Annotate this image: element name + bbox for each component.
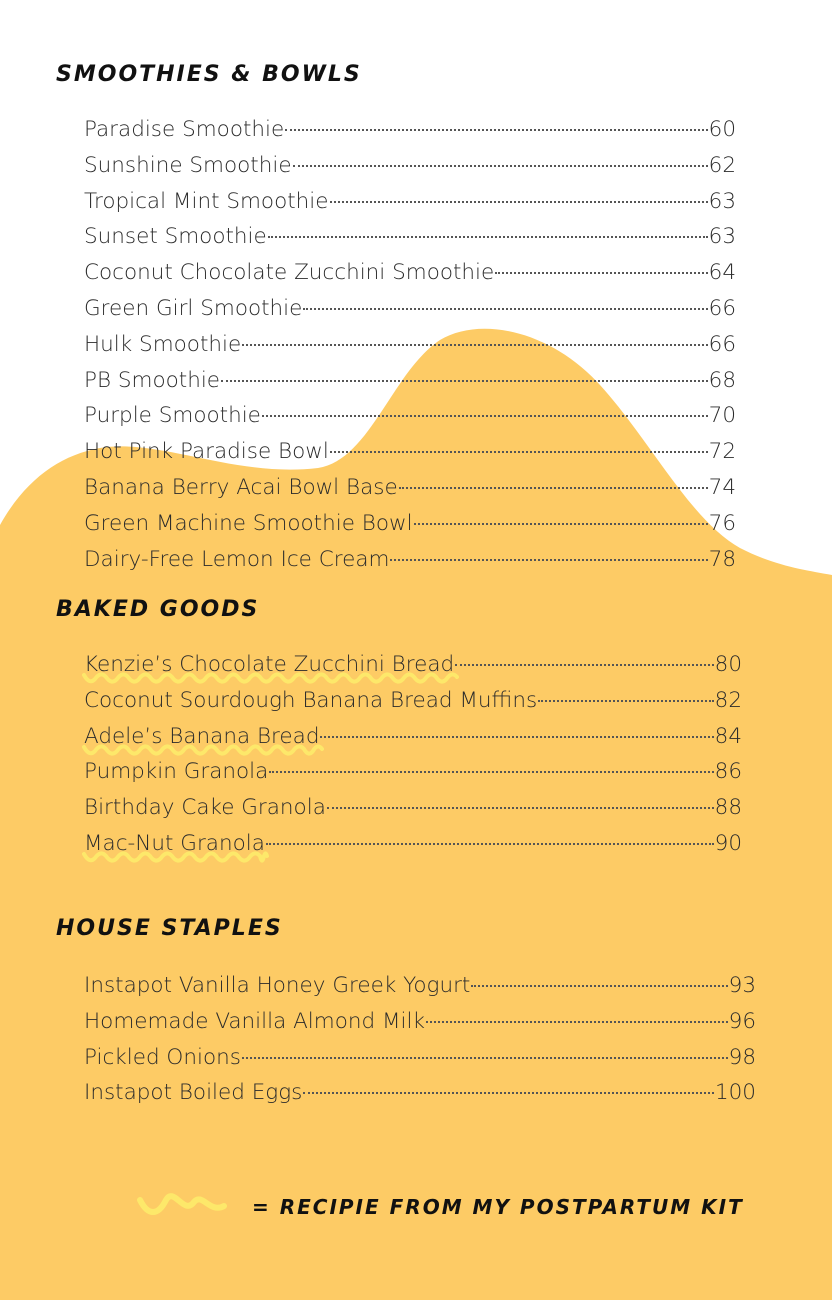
page-number: 80 [714,652,742,677]
entry-title: Dairy-Free Lemon Ice Cream [84,546,390,572]
toc-entry[interactable] [84,184,736,220]
entry-title: Birthday Cake Granola [84,795,326,821]
toc-entry[interactable] [84,647,742,683]
toc-entry[interactable] [84,112,736,148]
toc-entry[interactable] [84,1004,756,1040]
dot-leader [242,343,707,346]
toc-entry[interactable] [84,506,736,542]
page-number: 93 [728,973,756,998]
dot-leader [390,558,707,561]
entry-title: Sunshine Smoothie [84,152,292,178]
squiggle-icon [136,1192,228,1222]
page-number: 68 [708,367,736,393]
page-number: 86 [714,759,742,785]
entry-list [84,647,742,862]
entry-title: Hulk Smoothie [84,331,242,357]
toc-entry[interactable] [84,219,736,255]
page-number: 60 [708,117,736,142]
dot-leader [399,486,708,489]
dot-leader [293,164,708,167]
toc-entry[interactable] [84,968,756,1004]
dot-leader [269,770,713,773]
dot-leader [495,271,707,274]
entry-title: Hot Pink Paradise Bowl [84,439,329,465]
page-number: 84 [714,723,742,749]
toc-entry[interactable] [84,255,736,291]
toc-entry[interactable] [84,790,742,826]
entry-title: Green Girl Smoothie [84,295,303,321]
legend-text: = RECIPIE FROM MY POSTPARTUM KIT [252,1195,744,1219]
entry-title: Adele’s Banana Bread [84,723,320,749]
toc-entry[interactable] [84,398,736,434]
toc-entry[interactable] [84,470,736,506]
toc-entry[interactable] [84,363,736,399]
page-number: 96 [728,1008,756,1034]
entry-title: Coconut Sourdough Banana Bread Muffins [84,687,538,713]
dot-leader [303,307,707,310]
page-number: 63 [708,188,736,214]
dot-leader [414,522,708,525]
dot-leader [268,235,708,238]
toc-entry[interactable] [84,327,736,363]
dot-leader [426,1020,728,1023]
entry-title: Pumpkin Granola [84,759,269,785]
page-number: 90 [714,830,742,856]
dot-leader [455,663,713,666]
dot-leader [471,984,727,987]
dot-leader [303,1091,714,1094]
dot-leader [327,806,714,809]
page-number: 66 [708,295,736,321]
entry-title: Paradise Smoothie [84,117,285,142]
dot-leader [285,128,707,131]
dot-leader [262,414,708,417]
entry-title: Homemade Vanilla Almond Milk [84,1008,425,1034]
page-number: 82 [714,687,742,713]
toc-entry[interactable] [84,1040,756,1076]
entry-title: PB Smoothie [84,367,221,393]
page-number: 98 [728,1044,756,1070]
dot-leader [242,1056,728,1059]
toc-entry[interactable] [84,754,742,790]
page-number: 76 [708,510,736,536]
page-number: 78 [708,546,736,572]
entry-title: Green Machine Smoothie Bowl [84,510,413,536]
entry-list [84,112,736,577]
toc-entry[interactable] [84,826,742,862]
page-number: 100 [714,1080,756,1106]
entry-list [84,968,756,1111]
entry-title: Instapot Boiled Eggs [84,1080,303,1106]
section-heading: HOUSE STAPLES [56,916,283,941]
page-number: 62 [708,152,736,178]
entry-title: Kenzie’s Chocolate Zucchini Bread [84,652,455,677]
dot-leader [330,200,708,203]
entry-title: Mac-Nut Granola [84,830,265,856]
toc-entry[interactable] [84,148,736,184]
toc-entry[interactable] [84,291,736,327]
toc-entry[interactable] [84,434,736,470]
entry-title: Purple Smoothie [84,403,261,429]
page-number: 88 [714,795,742,821]
section-heading: BAKED GOODS [56,597,260,622]
page-number: 74 [708,474,736,500]
entry-title: Sunset Smoothie [84,224,267,250]
dot-leader [330,450,708,453]
page-number: 64 [708,260,736,286]
page-number: 70 [708,403,736,429]
dot-leader [538,699,713,702]
dot-leader [320,735,713,738]
page-number: 63 [708,224,736,250]
section-heading: SMOOTHIES & BOWLS [56,62,362,87]
entry-title: Coconut Chocolate Zucchini Smoothie [84,260,495,286]
toc-entry[interactable] [84,542,736,578]
toc-entry[interactable] [84,719,742,755]
entry-title: Tropical Mint Smoothie [84,188,329,214]
toc-entry[interactable] [84,683,742,719]
dot-leader [266,842,714,845]
entry-title: Instapot Vanilla Honey Greek Yogurt [84,973,471,998]
legend [136,1192,744,1222]
dot-leader [221,379,708,382]
page-number: 72 [708,439,736,465]
entry-title: Pickled Onions [84,1044,241,1070]
entry-title: Banana Berry Acai Bowl Base [84,474,398,500]
toc-entry[interactable] [84,1075,756,1111]
page-number: 66 [708,331,736,357]
